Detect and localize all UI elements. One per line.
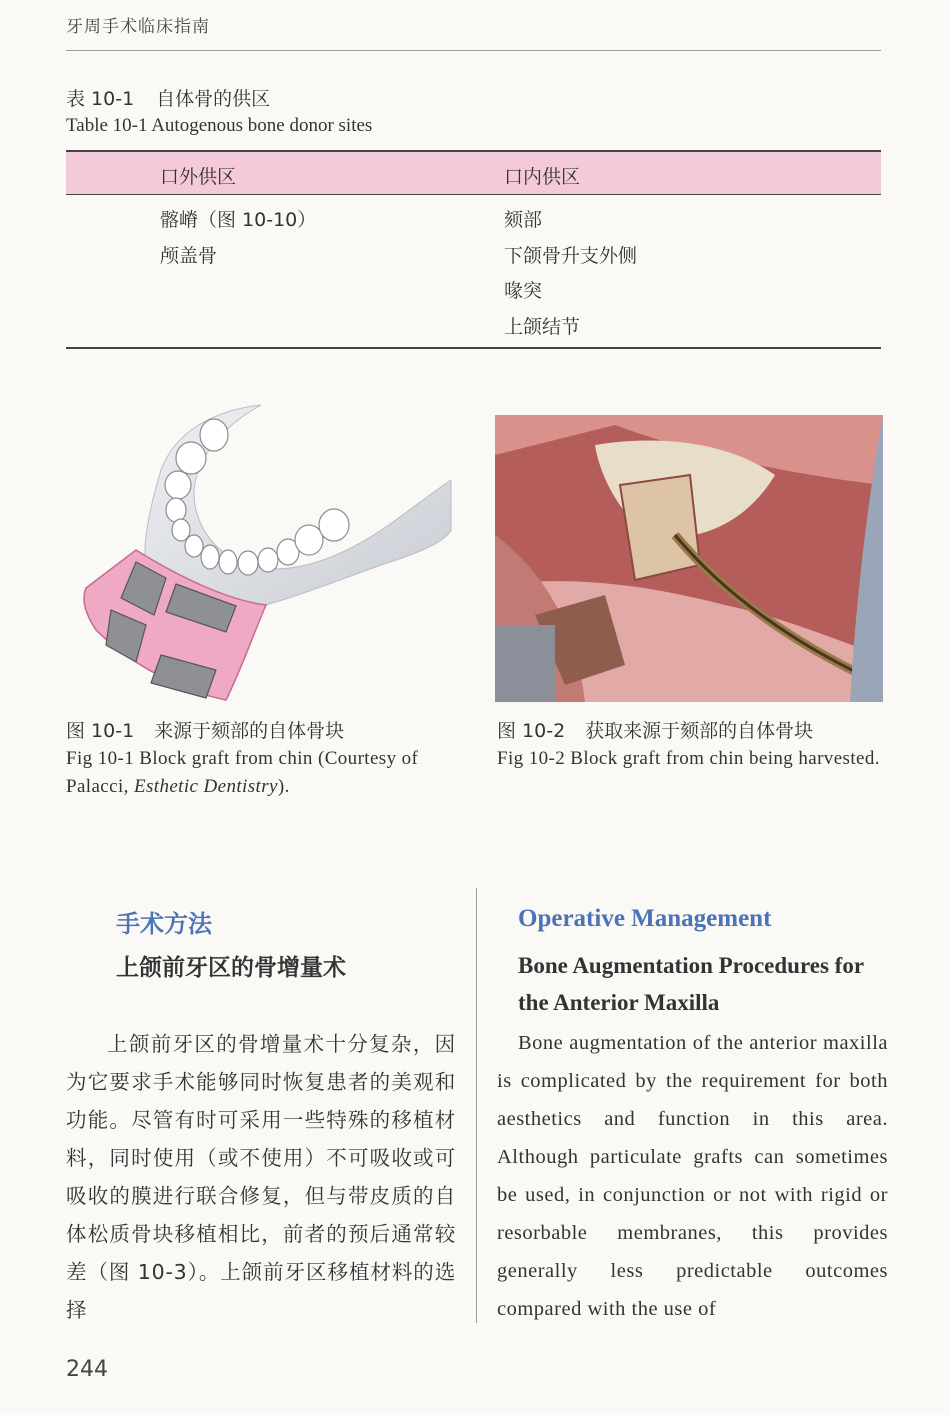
table-caption-en: Table 10-1 Autogenous bone donor sites — [66, 115, 373, 136]
section-title-en: Operative Management — [518, 905, 772, 932]
table-cell: 上颌结节 — [504, 315, 581, 338]
subsection-title-en: Bone Augmentation Procedures for the Anterior Maxilla — [518, 953, 864, 1015]
table-title-cn: 自体骨的供区 — [156, 88, 271, 110]
chin-graft-illustration — [66, 400, 458, 705]
subsection-title-cn: 上颌前牙区的骨增量术 — [116, 955, 346, 981]
figure-1-caption-cn — [66, 716, 344, 743]
table-header-row — [66, 152, 881, 195]
figure-2-caption-en: Fig 10-2 Block graft from chin being harvested. — [497, 748, 880, 769]
table-number: 表 10-1 — [66, 88, 135, 110]
table-caption-cn — [66, 84, 270, 111]
body-text-cn: 上颌前牙区的骨增量术十分复杂，因为它要求手术能够同时恢复患者的美观和功能。尽管有时可采用一些特殊的移植材料，同时使用（或不使用）不可吸收或可吸收的膜进行联合修复，但与带皮质的自体松质骨块移植相比，前者的预后通常较差（图 10-3）。上颌前牙区移植材料的选择 — [66, 1032, 456, 1322]
figure-2-caption-cn — [497, 716, 813, 743]
table-cell: 喙突 — [504, 280, 543, 302]
figure-2-number: 图 10-2 — [497, 720, 566, 742]
figure-1-number: 图 10-1 — [66, 720, 135, 742]
header-extraoral: 口外供区 — [160, 166, 237, 188]
extraoral-column — [160, 203, 316, 274]
column-divider — [476, 888, 477, 1323]
figure-1-caption-text: Fig 10-1 Block graft from chin (Courtesy of Palacci, — [66, 748, 419, 797]
table-cell: 下颌骨升支外侧 — [504, 244, 638, 267]
intraoral-column — [504, 203, 637, 345]
header-rule — [66, 50, 881, 51]
chin-graft-harvest-photo — [495, 415, 883, 702]
figure-2-title-cn: 获取来源于颏部的自体骨块 — [585, 720, 814, 742]
figure-1-caption-en — [66, 745, 458, 801]
running-head: 牙周手术临床指南 — [66, 17, 210, 37]
page-number: 244 — [66, 1357, 108, 1382]
figure-1-title-cn: 来源于颏部的自体骨块 — [154, 720, 345, 742]
figure-1-caption-tail: ). — [277, 776, 290, 797]
figure-1-caption-book: Esthetic Dentistry — [133, 776, 278, 797]
table-cell: 髂嵴（图 10-10） — [160, 209, 317, 231]
donor-sites-table — [66, 150, 881, 349]
section-title-cn: 手术方法 — [116, 910, 212, 938]
table-cell: 颏部 — [504, 209, 543, 231]
body-text-en: Bone augmentation of the anterior maxilla is complicated by the requirement for both aesthetics and function in this area. Although particulate grafts can sometimes be used, in conjunction or not with rigid or resorbable membranes, this provides generally less predictable outcomes compared with the use of — [497, 1032, 888, 1320]
header-intraoral: 口内供区 — [504, 166, 581, 188]
table-cell: 颅盖骨 — [160, 244, 218, 267]
table-body — [66, 195, 881, 347]
